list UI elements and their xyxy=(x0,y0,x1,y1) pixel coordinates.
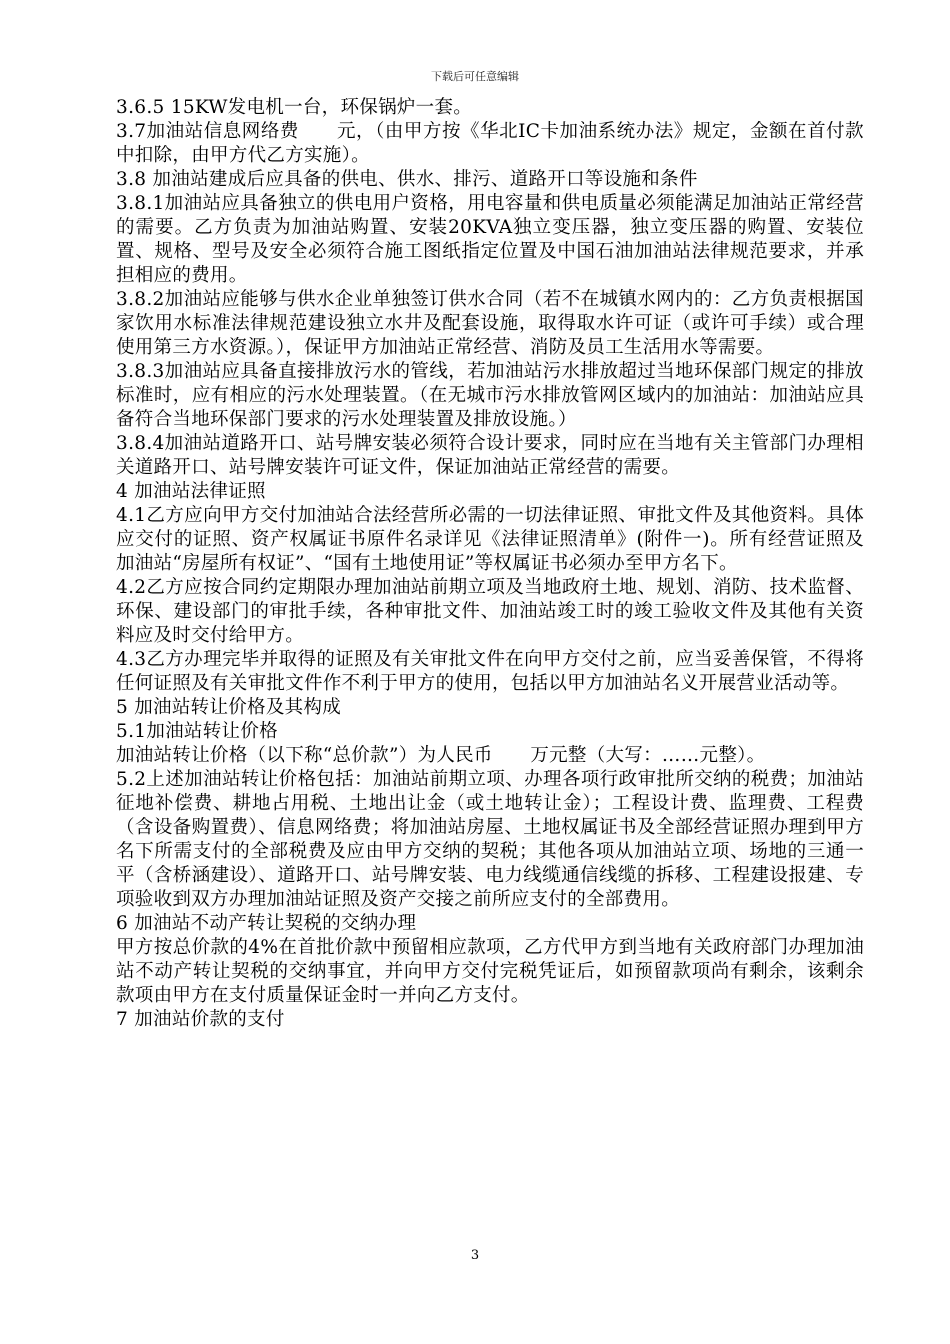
clause-3-6-5: 3.6.5 15KW发电机一台，环保锅炉一套。 xyxy=(116,97,473,118)
section-5-heading: 5 加油站转让价格及其构成 xyxy=(116,697,342,718)
clause-5-1-body: 加油站转让价格（以下称“总价款”）为人民币 万元整（大写：……元整）。 xyxy=(116,745,766,766)
section-7-heading: 7 加油站价款的支付 xyxy=(116,1009,285,1030)
clause-3-7: 3.7加油站信息网络费 元，（由甲方按《华北IC卡加油系统办法》规定，金额在首付款中扣除，由甲方代乙方实施）。 xyxy=(116,121,864,166)
clause-3-8-heading: 3.8 加油站建成后应具备的供电、供水、排污、道路开口等设施和条件 xyxy=(116,169,698,190)
section-6-body: 甲方按总价款的4%在首批价款中预留相应款项，乙方代甲方到当地有关政府部门办理加油站不动产转让契税的交纳事宜，并向甲方交付完税凭证后，如预留款项尚有剩余，该剩余款项由甲方在支付质量保证金时一并向乙方支付。 xyxy=(116,937,864,1006)
clause-5-2: 5.2上述加油站转让价格包括：加油站前期立项、办理各项行政审批所交纳的税费；加油站征地补偿费、耕地占用税、土地出让金（或土地转让金）；工程设计费、监理费、工程费（含设备购置费）、信息网络费；将加油站房屋、土地权属证书及全部经营证照办理到甲方名下所需支付的全部税费及应由甲方交纳的契税；其他各项从加油站立项、场地的三通一平（含桥涵建设）、道路开口、站号牌安装、电力线缆通信线缆的拆移、工程建设报建、专项验收到双方办理加油站证照及资产交接之前所应支付的全部费用。 xyxy=(116,769,864,910)
document-body xyxy=(116,96,864,1032)
clause-5-1-heading: 5.1加油站转让价格 xyxy=(116,721,278,742)
clause-4-3: 4.3乙方办理完毕并取得的证照及有关审批文件在向甲方交付之前，应当妥善保管，不得将任何证照及有关审批文件作不利于甲方的使用，包括以甲方加油站名义开展营业活动等。 xyxy=(116,649,864,694)
page-header: 下载后可任意编辑 xyxy=(431,70,519,83)
clause-3-8-3: 3.8.3加油站应具备直接排放污水的管线，若加油站污水排放超过当地环保部门规定的排放标准时，应有相应的污水处理装置。（在无城市污水排放管网区域内的加油站：加油站应具备符合当地环保部门要求的污水处理装置及排放设施。） xyxy=(116,361,864,430)
page-number: 3 xyxy=(470,1248,480,1263)
clause-3-8-1: 3.8.1加油站应具备独立的供电用户资格，用电容量和供电质量必须能满足加油站正常经营的需要。乙方负责为加油站购置、安装20KVA独立变压器，独立变压器的购置、安装位置、规格、型号及安全必须符合施工图纸指定位置及中国石油加油站法律规范要求，并承担相应的费用。 xyxy=(116,193,864,286)
clause-3-8-4: 3.8.4加油站道路开口、站号牌安装必须符合设计要求，同时应在当地有关主管部门办理相关道路开口、站号牌安装许可证文件，保证加油站正常经营的需要。 xyxy=(116,433,864,478)
clause-4-2: 4.2乙方应按合同约定期限办理加油站前期立项及当地政府土地、规划、消防、技术监督、环保、建设部门的审批手续，各种审批文件、加油站竣工时的竣工验收文件及其他有关资料应及时交付给甲方。 xyxy=(116,577,864,646)
clause-4-1: 4.1乙方应向甲方交付加油站合法经营所必需的一切法律证照、审批文件及其他资料。具体应交付的证照、资产权属证书原件名录详见《法律证照清单》(附件一)。所有经营证照及加油站“房屋所有权证”、“国有土地使用证”等权属证书必须办至甲方名下。 xyxy=(116,505,864,574)
section-4-heading: 4 加油站法律证照 xyxy=(116,481,266,502)
section-6-heading: 6 加油站不动产转让契税的交纳办理 xyxy=(116,913,417,934)
clause-3-8-2: 3.8.2加油站应能够与供水企业单独签订供水合同（若不在城镇水网内的：乙方负责根据国家饮用水标准法律规范建设独立水井及配套设施，取得取水许可证（或许可手续）或合理使用第三方水资源。），保证甲方加油站正常经营、消防及员工生活用水等需要。 xyxy=(116,289,864,358)
